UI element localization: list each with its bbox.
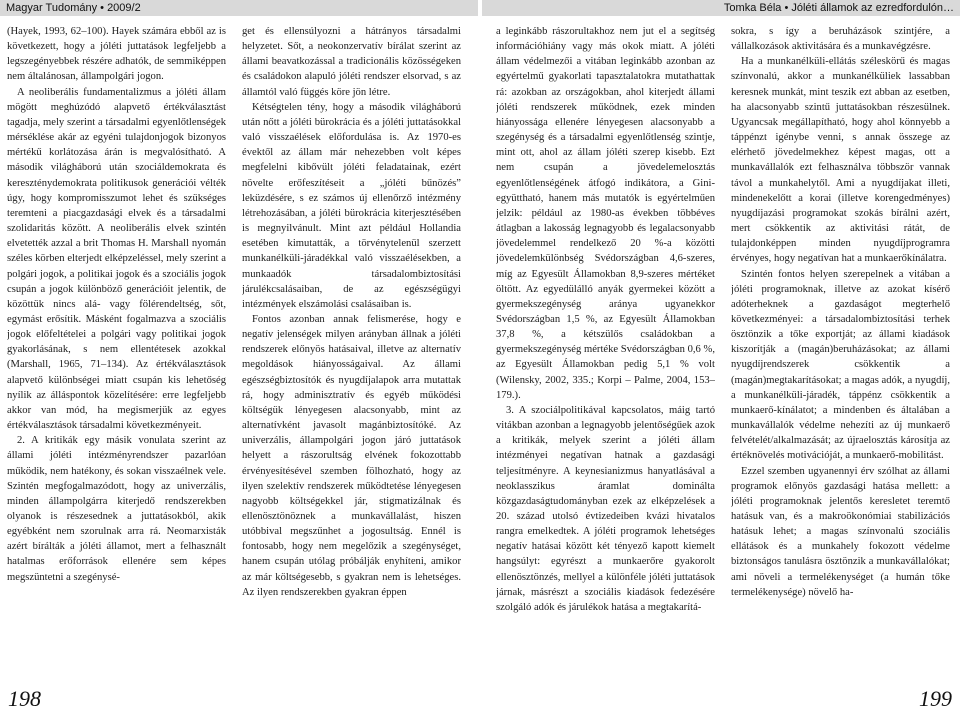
paragraph: get és ellensúlyozni a hátrányos társadalmi helyzetet. Sőt, a neokonzervatív bírálat szerint az állami beavatkozással a tradicionális közösségeken és családokon alapuló jóléti rendszer elsorvad, s az államtól való függés köre jön létre.: [242, 26, 461, 98]
paragraph: 2. A kritikák egy másik vonulata szerint az állami jóléti intézményrendszer pazarlóan működik, nem hatékony, és sokan visszaélnek vele. Szintén megfogalmazódott, hogy az univerzális, minden állampolgárra kiterjedő rendszerekben olyanok is részesednek a juttatásokból, akik egyébként nem szorulnak arra rá. Neomarxisták azért bírálták a jóléti államot, mert a felhasznált hatalmas erőforrások ellenére sem képes megszüntetni a szegénysé-: [7, 435, 226, 583]
journal-header: Magyar Tudomány • 2009/2: [0, 0, 478, 16]
paragraph: (Hayek, 1993, 62–100). Hayek számára ebből az is következett, hogy a jóléti juttatások legfeljebb a legszegényebbek részére adhatók, de semmiképpen nem általánosan, állampolgári jogon.: [7, 26, 226, 83]
page-number-left: 198: [8, 686, 41, 711]
paragraph: Ezzel szemben ugyanennyi érv szólhat az állami programok előnyös gazdasági hatása mellett: a jóléti programoknak jelentős keresletet teremtő hatásuk van, és a makroökonómiai stabilizációs hatásuk lehet; a magas színvonalú szociális ellátások és a munkahely fokozott védelme biztonságos tanulásra ösztönzik a munkavállalókat; ami növeli a termelékenységet (a humán tőke termelékenysége) növelő ha-: [731, 465, 950, 598]
page-number-right: 199: [919, 686, 952, 711]
paragraph: 3. A szociálpolitikával kapcsolatos, máig tartó vitákban azonban a legnagyobb jelentőségűek azok a kritikák, melyek szerint a jóléti állam intézményei negatívan hatnak a gazdasági teljesítményre. A keynesianizmus hanyatlásával a neoklasszikus áramlat dominálta közgazdaságtudományban ezek az elképzelések a 20. század utolsó évtizedeiben kvázi hivatalos rangra emelkedtek. A jóléti programok lehetséges negatív hatásai között két tényező kapott kiemelt hangsúlyt: egyrészt a munkaerőre gyakorolt ellenösztönzés, mellyel a különféle jóléti juttatások járnak, másrészt a szociális kiadások fedezésére szolgáló adók és járulékok hatása a megtakarítá-: [496, 404, 715, 613]
paragraph: Kétségtelen tény, hogy a második világháború után nőtt a jóléti bürokrácia és a jóléti juttatásokkal való visszaélések előfordulása is. Az 1970-es évektől az állam már nehezebben volt képes megfelelni kibővült jóléti feladatainak, ezért növelte erőfeszítéseit a „jóléti bűnözés” leküzdésére, s ez számos új ellenőrző intézmény létrehozásában, a jóléti bürokrácia kiterjesztésében is megnyilvánult. Mint azt például Hollandia esetében kimutatták, a törvénytelenül szerzett munkanélküli-járadékkal való visszaélésekben, a munkaadók társadalombiztosítási járulékcsalásaiban, de az egészségügyi intézmények elszámolási csalásaiban is.: [242, 101, 461, 310]
text-column-2: [242, 24, 461, 674]
paragraph: Ha a munkanélküli-ellátás széleskörű és magas színvonalú, akkor a munkanélküliek lassabban keresnek munkát, mint teszik ezt abban az esetben, ha alacsonyabb szintű juttatásokban részesülnek. Ugyancsak megállapítható, hogy ahol könnyebb a táppénzt igénybe venni, s annak összege az elérhető jövedelmekhez képest magas, ott a munkavállalók ezt felhasználva többször vannak távol a munkahelytől. Ami a nyugdíjakat illeti, mindenekelőtt a korai (illetve korengedményes) nyugdíjazási programokat szokás bírálni azért, mert csökkentik az aktivitási rátát, de tulajdonképpen minden nyugdíjprogramra érvényes, hogy negatívan hat a munkaerőkínálatra.: [731, 56, 950, 265]
paragraph: Fontos azonban annak felismerése, hogy e negatív jelenségek milyen arányban állnak a jóléti rendszerek előnyös hatásaival, illetve az alternatív megoldások hiányosságaival. Az állami egészségbiztosítók és nyugdíjalapok arra mutattak rá, hogy adminisztratív és egyéb működési költségük lényegesen alacsonyabb, mint az alternatívként javasolt magánbiztosítóké. Az univerzális, állampolgári jogon járó juttatások helyett a rászorultság elvének fokozottabb érvényesítésével szemben fölhozható, hogy az ilyen szelektív rendszerek működtetése lényegesen nagyobb költségekkel jár, stigmatizálnak és ellenösztönöznek a munkavállalást, hiszen utóbbival megszűnhet a jogosultság. Ennél is fontosabb, hogy nem megelőzik a szegénységet, hanem csupán utólag próbálják enyhíteni, amikor az már költségesebb, s gyakran nem is lehetséges. Az ilyen rendszerekben gyakran éppen: [242, 313, 461, 598]
paragraph: Szintén fontos helyen szerepelnek a vitában a jóléti programoknak, illetve az azokat kísérő adóterheknek a gazdaságot megterhelő következményei: a társadalombiztosítási terhek ösztönzik a tőke exportját; az állami kiadások kiszorítják a (magán)beruházásokat; az állami nyugdíjrendszerek csökkentik a (magán)megtakarításokat; a magas adók, a nyugdíj, a munkanélküli-járadék, táppénz csökkentik a munkaerő-kínálatot; a mindenben és általában a munkavállalók védelme nehezíti az új munkaerő felvételét/alkalmazását; az újraelosztás károsítja az értéknövelés motivációját, a munkaerő-mobilitást.: [731, 268, 950, 462]
text-column-1: [7, 24, 226, 674]
text-column-4: [731, 24, 950, 674]
text-column-3: [496, 24, 715, 674]
paragraph: A neoliberális fundamentalizmus a jóléti állam mögött meghúzódó alapvető értékválasztást tagadja, mely szerint a társadalmi egyenlőtlenségek mérséklése akár az egyéni tulajdonjogok bizonyos mértékű korlátozása árán is megvalósítható. A második világháború után szociáldemokrata és kereszténydemokrata politikusok generációi vélték úgy, hogy kompromisszumot lehet és szükséges teremteni a piacgazdasági elvek és a társadalmi szolidaritás között. A neoliberális elvek szintén elvetették azzal a brit Thomas H. Marshall nyomán széles körben elterjedt elképzeléssel, mely szerint a polgári jogok, a politikai jogok és a szociális jogok csupán a jogok különböző generációit jelentik, de közöttük nincs alá- vagy fölérendeltség, sőt, egymást erősítik. Másként fogalmazva a szociális jogok előfeltételei a polgári vagy politikai jogok gyakorlásának, s nem ellentétesek azokkal (Marshall, 1965, 71–134). Az értékválasztások alapvető különbségei miatt csupán kis lehetőség nyílik az álláspontok közelítésére: erre legfeljebb akkor van mód, ha megismerjük az egyes értékválasztások társadalmi következményeit.: [7, 86, 226, 432]
paragraph: sokra, s így a beruházások szintjére, a vállalkozások aktivitására és a munkavégzésre.: [731, 26, 950, 53]
paragraph: a leginkább rászorultakhoz nem jut el a segítség információhiány vagy más okok miatt. A jóléti állam védelmezői a vitában leginkább azonban az egyértelmű gyakorlati tapasztalatokra mutathattak rá: azokban az országokban, ahol kiterjedt állami jóléti rendszerek működnek, ezek minden hiányossága ellenére lényegesen alacsonyabb a szegénység és a társadalmi egyenlőtlenség szintje, mint ott, ahol az állam jóléti szerep kisebb. Ezt nem csupán a jövedelemelosztás egyenlőtlenségének átfogó indikátora, a Gini-együttható, hanem más mutatók is egyértelműen jelzik: például az 1980-as években többéves átlagban a lakosság legnagyobb és legalacsonyabb jövedelemmel rendelkező 20 %-a közötti jövedelemkülönbség Svédországban 4,6-szeres, míg az Egyesült Államokban 8,9-szeres mértéket öltött. Az egyedülálló anyák gyermekei között a gyermekszegénység aránya ugyanekkor Svédországban 1,5 %, az Egyesült Államokban 37,8 %, a kétszülős családokban a gyermekszegénység mértéke Svédországban 0,6 %, az Egyesült Államokban pedig 5,1 % volt (Wilensky, 2002, 335.; Korpi – Palme, 2004, 153–179.).: [496, 26, 715, 401]
article-header: Tomka Béla • Jóléti államok az ezredfordulón…: [482, 0, 960, 16]
